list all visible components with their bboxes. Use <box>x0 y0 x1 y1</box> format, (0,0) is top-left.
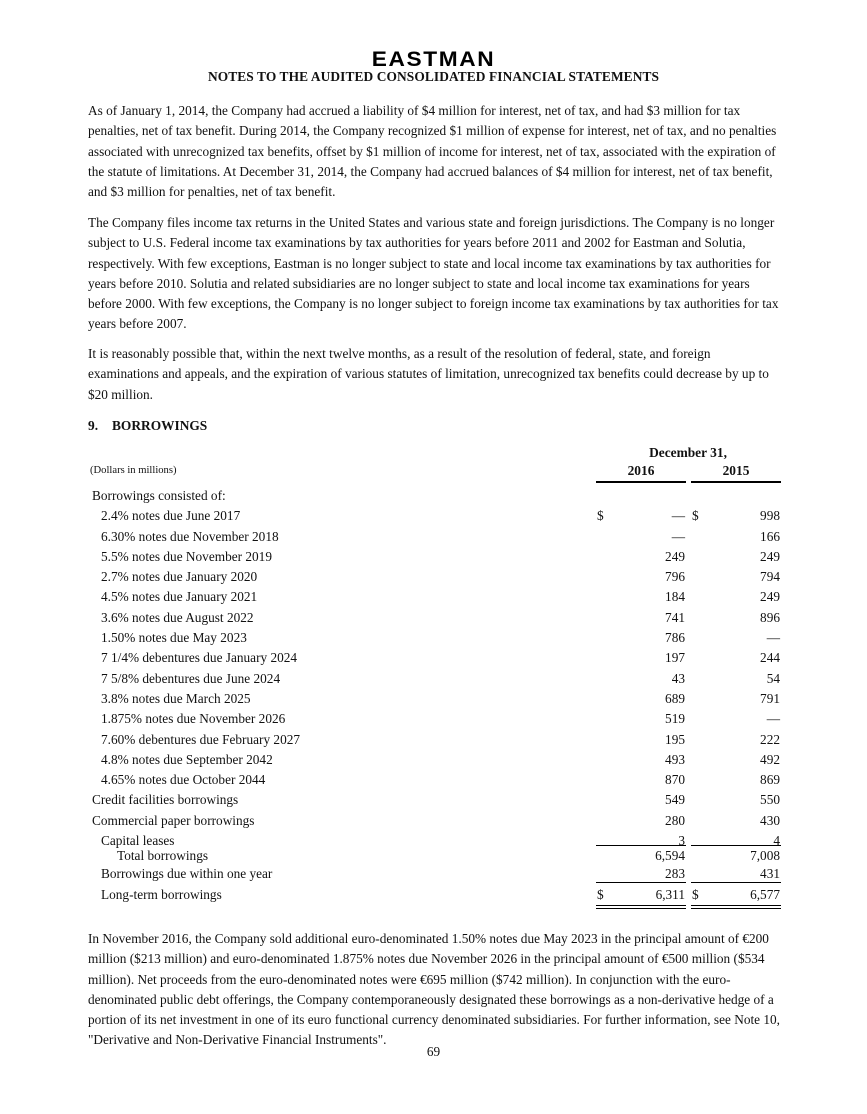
table-row <box>0 751 867 771</box>
value-2015: 430 <box>760 812 780 828</box>
value-2015: 222 <box>760 731 780 747</box>
value-2015: 7,008 <box>750 848 780 863</box>
value-2016: — <box>671 528 685 544</box>
longterm-row <box>0 886 867 906</box>
value-2015: 550 <box>760 792 780 808</box>
row-label: 1.50% notes due May 2023 <box>101 630 247 646</box>
row-label: 7 1/4% debentures due January 2024 <box>101 650 298 666</box>
table-row <box>0 568 867 588</box>
row-label: 4.8% notes due September 2042 <box>101 751 273 767</box>
section-number: 9. <box>88 418 99 433</box>
row-label: 5.5% notes due November 2019 <box>101 548 272 564</box>
value-2015: 249 <box>760 589 780 605</box>
value-2016: 43 <box>671 670 685 686</box>
eastman-logo: EASTMAN <box>371 48 496 71</box>
table-row <box>0 791 867 811</box>
total-row <box>0 847 867 867</box>
value-2016: 184 <box>665 589 685 605</box>
double-rule-2015-a <box>691 905 781 906</box>
longterm-top-rule-2015 <box>691 882 781 883</box>
section-title <box>88 418 207 434</box>
page-header: NOTES TO THE AUDITED CONSOLIDATED FINANCIAL STATEMENTS <box>207 69 660 84</box>
value-2015: 794 <box>760 569 780 585</box>
double-rule-2016-b <box>596 908 686 909</box>
table-row <box>0 731 867 751</box>
currency-symbol: $ <box>692 508 699 524</box>
value-2015: 4 <box>773 833 780 849</box>
row-label: 6.30% notes due November 2018 <box>101 528 279 544</box>
value-2015: 791 <box>760 690 780 706</box>
value-2015: 998 <box>760 508 780 524</box>
value-2015: 431 <box>760 866 780 882</box>
row-label: Borrowings due within one year <box>101 866 273 882</box>
period-header: December 31, <box>649 445 727 460</box>
row-label: Total borrowings <box>117 848 209 863</box>
subtotal-rule-2015 <box>691 845 781 846</box>
row-label: 1.875% notes due November 2026 <box>101 711 286 727</box>
table-row <box>0 690 867 710</box>
paragraph-accrued-interest: As of January 1, 2014, the Company had accrued a liability of $4 million for interest, net of tax, and had $3 million for tax penalties, net of tax benefit. During 2014, the Company recognized $1 million of expense for interest, net of tax, and no penalties associated with unrecognized tax benefits, offset by $1 million of income for interest, net of tax, associated with the expiration of the statute of limitations. At December 31, 2014, the Company had accrued balances of $4 million for interest, net of tax benefit, and $3 million for penalties, net of tax benefit. <box>88 103 777 200</box>
value-2016: 283 <box>665 866 685 882</box>
value-2016: 549 <box>665 792 685 808</box>
value-2016: 6,594 <box>655 848 685 863</box>
value-2015: 54 <box>766 670 780 686</box>
double-rule-2015-b <box>691 908 781 909</box>
value-2016: 689 <box>665 690 685 706</box>
value-2016: 493 <box>665 751 685 767</box>
value-2015: 896 <box>760 609 780 625</box>
value-2015: 492 <box>760 751 780 767</box>
value-2016: 6,311 <box>655 887 685 902</box>
table-row <box>0 548 867 568</box>
value-2016: 3 <box>678 833 685 849</box>
table-row <box>0 812 867 832</box>
value-2016: 741 <box>665 609 685 625</box>
double-rule-2016-a <box>596 905 686 906</box>
row-label: 3.6% notes due August 2022 <box>101 609 254 625</box>
table-row <box>0 588 867 608</box>
table-row <box>0 710 867 730</box>
table-row <box>0 609 867 629</box>
row-label: 4.65% notes due October 2044 <box>101 772 266 788</box>
column-header-2015: 2015 <box>691 463 781 483</box>
page-number: 69 <box>426 1044 441 1059</box>
row-label: Commercial paper borrowings <box>92 812 255 828</box>
table-row <box>0 487 867 507</box>
value-2015: 869 <box>760 772 780 788</box>
value-2016: 249 <box>665 548 685 564</box>
row-label: 3.8% notes due March 2025 <box>101 690 251 706</box>
value-2016: 870 <box>665 772 685 788</box>
value-2015: 6,577 <box>750 887 780 902</box>
column-header-2016: 2016 <box>596 463 686 483</box>
value-2015: 244 <box>760 650 780 666</box>
value-2016: 786 <box>665 630 685 646</box>
value-2015: — <box>766 630 780 646</box>
table-row <box>0 629 867 649</box>
row-label: 7.60% debentures due February 2027 <box>101 731 301 747</box>
paragraph-tax-returns: The Company files income tax returns in the United States and various state and foreign jurisdictions. The Company is no longer subject to U.S. Federal income tax examinations by tax authorities for years before 2011 and 2002 for Eastman and Solutia, respectively. With few exceptions, Eastman is no longer subject to state and local income tax examinations by tax authorities for years before 2010. Solutia and related subsidiaries are no longer subject to state and local income tax examinations for years before 2000. With few exceptions, the Company is no longer subject to foreign income tax examinations by tax authorities for tax years before 2007. <box>88 215 779 332</box>
row-label: 7 5/8% debentures due June 2024 <box>101 670 281 686</box>
totals-block <box>0 847 867 885</box>
currency-symbol: $ <box>597 508 604 524</box>
value-2016: 195 <box>665 731 685 747</box>
value-2016: 280 <box>665 812 685 828</box>
paragraph-unrecognized-benefits: It is reasonably possible that, within the next twelve months, as a result of the resolution of federal, state, and foreign examinations and appeals, and the expiration of various statutes of limitation, unrecognized tax benefits could decrease by up to $20 million. <box>88 346 769 402</box>
row-label: 2.4% notes due June 2017 <box>101 508 241 524</box>
value-2016: 519 <box>665 711 685 727</box>
table-row <box>0 507 867 527</box>
currency-symbol: $ <box>597 887 604 902</box>
table-row <box>0 670 867 690</box>
row-label: Capital leases <box>101 833 175 849</box>
subtotal-rule-2016 <box>596 845 686 846</box>
table-row <box>0 649 867 669</box>
value-2016: — <box>671 508 685 524</box>
row-label: Borrowings consisted of: <box>92 488 226 503</box>
row-label: 4.5% notes due January 2021 <box>101 589 258 605</box>
value-2015: — <box>766 711 780 727</box>
longterm-block <box>0 886 867 906</box>
units-note: (Dollars in millions) <box>90 465 177 476</box>
paragraph-euro-notes: In November 2016, the Company sold additional euro-denominated 1.50% notes due May 2023 in the principal amount of €200 million ($213 million) and euro-denominated 1.875% notes due November 2026 in the principal amount of €500 million ($534 million). Net proceeds from the euro-denominated notes were €695 million ($742 million). In conjunction with the euro-denominated public debt offerings, the Company contemporaneously designated these borrowings as a non-derivative hedge of a portion of its net investment in one of its euro functional currency denominated subsidiaries. For further information, see Note 10, "Derivative and Non-Derivative Financial Instruments". <box>88 931 781 1048</box>
table-row <box>0 771 867 791</box>
value-2016: 197 <box>665 650 685 666</box>
longterm-top-rule-2016 <box>596 882 686 883</box>
currency-symbol: $ <box>692 887 699 902</box>
row-label: 2.7% notes due January 2020 <box>101 569 258 585</box>
borrowings-table <box>0 487 867 852</box>
value-2016: 796 <box>665 569 685 585</box>
value-2015: 249 <box>760 548 780 564</box>
row-label: Credit facilities borrowings <box>92 792 239 808</box>
section-title-text: BORROWINGS <box>112 418 208 433</box>
table-row <box>0 528 867 548</box>
row-label: Long-term borrowings <box>101 887 222 902</box>
value-2015: 166 <box>760 528 780 544</box>
